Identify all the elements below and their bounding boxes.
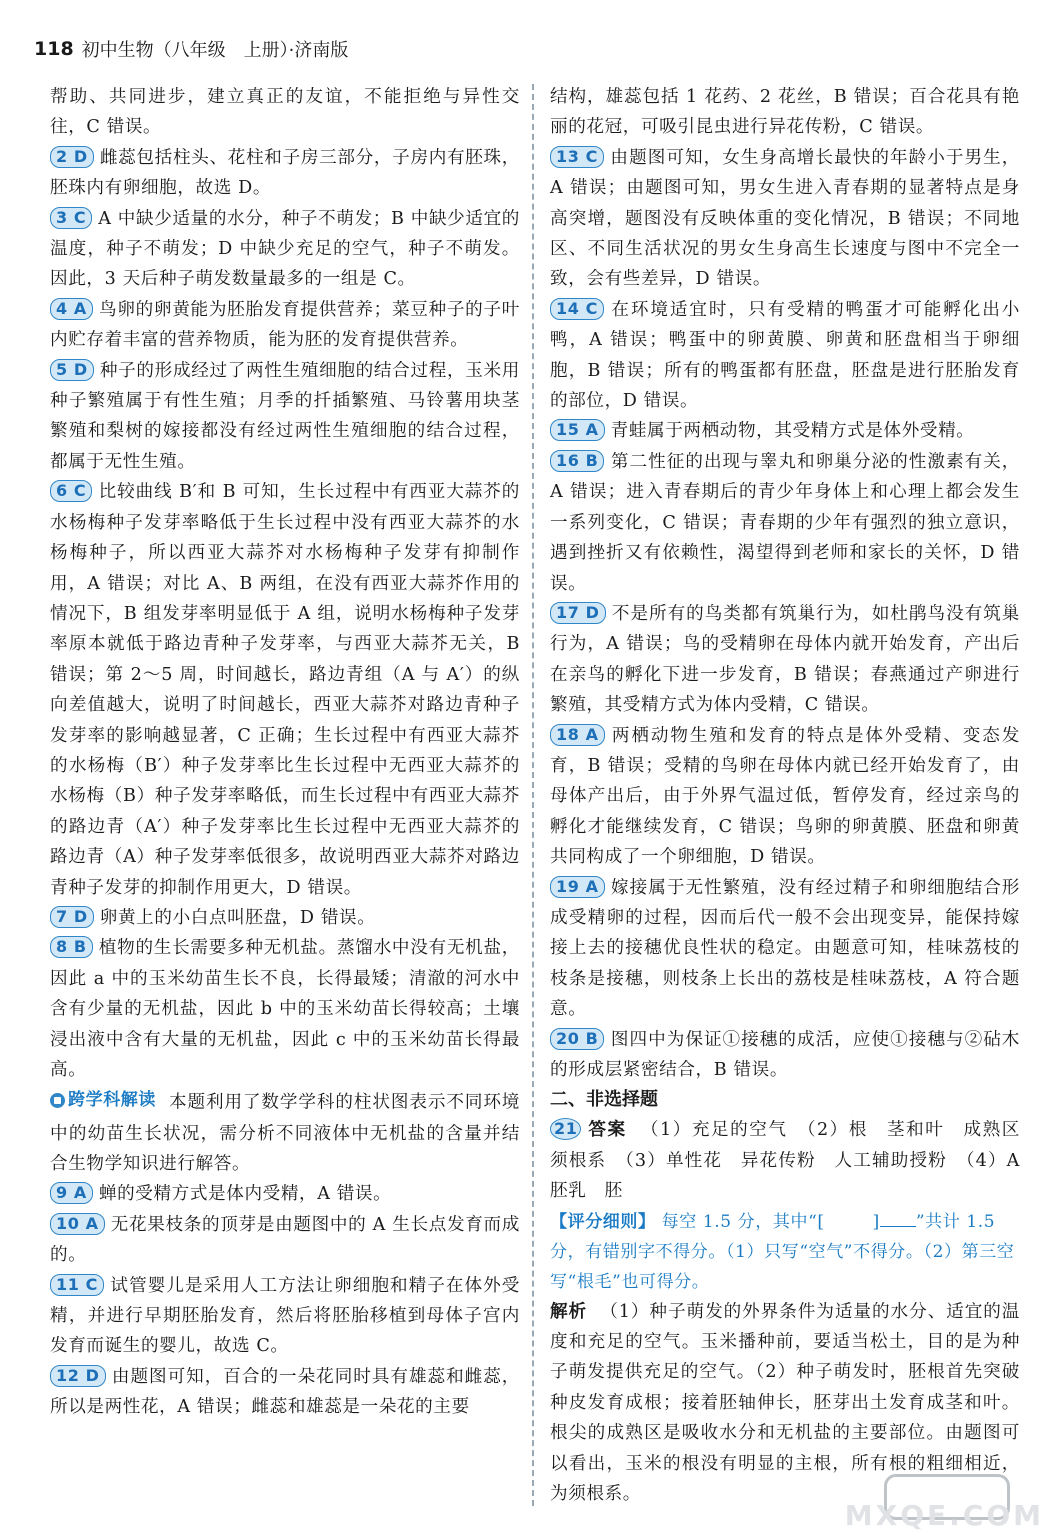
answer-item	[50, 1179, 520, 1209]
left-column	[50, 82, 520, 1423]
answer-badge: 9 A	[50, 1182, 93, 1204]
answer-item	[50, 933, 520, 1085]
answer-badge: 14 C	[550, 298, 604, 320]
right-column	[550, 82, 1039, 1509]
answer-badge: 16 B	[550, 450, 604, 472]
watermark-text: MXQE.COM	[844, 1499, 1044, 1532]
cross-subject-tag	[50, 1085, 156, 1115]
page-number: 118	[34, 38, 74, 60]
answer-item	[550, 143, 1020, 295]
page-header	[34, 34, 348, 64]
answer-badge: 4 A	[50, 298, 93, 320]
right-intro: 结构，雄蕊包括 1 花药、2 花丝，B 错误；百合花具有艳丽的花冠，可吸引昆虫进行异花传粉，C 错误。	[550, 87, 1020, 138]
answer-item	[50, 477, 520, 903]
answer-item	[50, 903, 520, 933]
answer-badge: 3 C	[50, 207, 92, 229]
answer-text: 在环境适宜时，只有受精的鸭蛋才可能孵化出小鸭，A 错误；鸭蛋中的卵黄膜、卵黄和胚盘相当于卵细胞，B 错误；所有的鸭蛋都有胚盘，胚盘是进行胚胎发育的部位，D 错误。	[550, 299, 1020, 412]
answer-text: 卵黄上的小白点叫胚盘，D 错误。	[99, 907, 376, 928]
answer-text: 雌蕊包括柱头、花柱和子房三部分，子房内有胚珠，胚珠内有卵细胞，故选 D。	[50, 147, 520, 199]
answer-item	[550, 416, 1020, 446]
answer-badge: 11 C	[50, 1274, 104, 1296]
answer-item	[50, 1362, 520, 1423]
answer-text: 两栖动物生殖和发育的特点是体外受精、变态发育，B 错误；受精的鸟卵在母体内就已经开始发育了，由母体产出后，由于外界气温过低，暂停发育，经过亲鸟的孵化才能继续发育，C 错误；鸟卵的卵黄膜、胚盘和卵黄共同构成了一个卵细胞，D 错误。	[550, 725, 1020, 868]
answer-text: 第二性征的出现与睾丸和卵巢分泌的性激素有关，A 错误；进入青春期后的青少年身体上和心理上都会发生一系列变化，C 错误；青春期的少年有强烈的独立意识，遇到挫折又有依赖性，渴望得到老师和家长的关怀，D 错误。	[550, 451, 1020, 594]
left-answer-list-2	[50, 1179, 520, 1422]
right-answer-list	[550, 143, 1020, 1086]
bookmark-icon	[50, 1093, 65, 1108]
answer-text: 由题图可知，百合的一朵花同时具有雄蕊和雌蕊，所以是两性花，A 错误；雌蕊和雄蕊是一朵花的主要	[50, 1366, 520, 1418]
question-21	[550, 1115, 1039, 1509]
cross-subject-text: 本题利用了数学学科的柱状图表示不同环境中的幼苗生长状况，需分析不同液体中无机盐的含量并结合生物学知识进行解答。	[50, 1093, 520, 1174]
answer-text: 比较曲线 B′和 B 可知，生长过程中有西亚大蒜芥的水杨梅种子发芽率略低于生长过程中没有西亚大蒜芥的水杨梅种子，所以西亚大蒜芥对水杨梅种子发芽有抑制作用，A 错误；对比 A、B 两组，在没有西亚大蒜芥作用的情况下，B 组发芽率明显低于 A 组，说明水杨梅种子发芽率原本就低于路边青种子发芽率，与西亚大蒜芥无关，B 错误；第 2～5 周，时间越长，路边青组（A 与 A′）的纵向差值越大，说明了时间越长，西亚大蒜芥对路边青种子发芽率的影响越显著，C 正确；生长过程中有西亚大蒜芥的水杨梅（B′）种子发芽率比生长过程中无西亚大蒜芥的水杨梅（B）种子发芽率略低，而生长过程中有西亚大蒜芥的路边青（A′）种子发芽率比生长过程中无西亚大蒜芥的路边青（A）种子发芽率低很多，故说明西亚大蒜芥对路边青种子发芽的抑制作用更大，D 错误。	[50, 482, 520, 898]
answer-item	[550, 1025, 1020, 1086]
answer-item	[550, 447, 1020, 599]
answer-text: 种子的形成经过了两性生殖细胞的结合过程，玉米用种子繁殖属于有性生殖；月季的扦插繁殖、马铃薯用块茎繁殖和梨树的嫁接都没有经过两性生殖细胞的结合过程，都属于无性生殖。	[50, 360, 520, 472]
answer-badge: 18 A	[550, 724, 605, 746]
answer-text: 鸟卵的卵黄能为胚胎发育提供营养；菜豆种子的子叶内贮存着丰富的营养物质，能为胚的发育提供营养。	[50, 299, 520, 351]
answer-badge: 21	[550, 1118, 581, 1140]
answer-item	[50, 356, 520, 478]
answer-item	[50, 1271, 520, 1362]
answer-badge: 12 D	[50, 1365, 106, 1387]
answer-text: 图四中为保证①接穗的成活，应使①接穗与②砧木的形成层紧密结合，B 错误。	[550, 1029, 1020, 1080]
answer-badge: 13 C	[550, 146, 604, 168]
answer-text: 不是所有的鸟类都有筑巢行为，如杜鹃鸟没有筑巢行为，A 错误；鸟的受精卵在母体内就开始发育，产出后在亲鸟的孵化下进一步发育，B 错误；春燕通过产卵进行繁殖，其受精方式为体内受精，C 错误。	[550, 603, 1020, 716]
answer-item	[550, 721, 1020, 873]
answer-item	[50, 295, 520, 356]
left-answer-list	[50, 143, 520, 1086]
answer-badge: 5 D	[50, 359, 94, 381]
book-title: 初中生物（八年级 上册）·济南版	[81, 40, 349, 61]
answer-text: （1）充足的空气 （2）根 茎和叶 成熟区 须根系 （3）单性花 异花传粉 人工辅助授粉 （4）A 胚乳 胚	[550, 1120, 1039, 1202]
answer-text: A 中缺少适量的水分，种子不萌发；B 中缺少适宜的温度，种子不萌发；D 中缺少充足的空气，种子不萌发。因此，3 天后种子萌发数量最多的一组是 C。	[50, 208, 520, 290]
answer-item	[50, 204, 520, 295]
blank-line	[880, 1212, 916, 1227]
answer-badge: 8 B	[50, 936, 93, 958]
answer-item	[550, 295, 1020, 417]
scoring-rubric	[550, 1207, 1020, 1297]
rubric-mid: ]	[872, 1211, 880, 1232]
answer-badge: 6 C	[50, 480, 92, 502]
answer-text: 嫁接属于无性繁殖，没有经过精子和卵细胞结合形成受精卵的过程，因而后代一般不会出现变异，能保持嫁接上去的接穗优良性状的稳定。由题意可知，桂味荔枝的枝条是接穗，则枝条上长出的荔枝是桂味荔枝，A 符合题意。	[550, 877, 1020, 1020]
rubric-pre: 每空 1.5 分，其中“[	[661, 1211, 825, 1232]
answer-badge: 19 A	[550, 876, 605, 898]
answer-badge: 15 A	[550, 419, 605, 441]
cross-subject-label: 跨学科解读	[68, 1090, 156, 1111]
answer-badge: 17 D	[550, 602, 606, 624]
rubric-post: ”共计 1.5 分，有错别字不得分。（1）只写“空气”不得分。（2）第三空写“根毛”也可得分。	[550, 1211, 1015, 1292]
answer-text: 由题图可知，女生身高增长最快的年龄小于男生，A 错误；由题图可知，男女生进入青春期的显著特点是身高突增，题图没有反映体重的变化情况，B 错误；不同地区、不同生活状况的男女生身高生长速度与图中不完全一致，会有些差异，D 错误。	[550, 147, 1020, 290]
answer-item	[50, 1210, 520, 1271]
answer-item	[50, 143, 520, 204]
analysis-label: 解析	[550, 1301, 588, 1322]
column-divider	[532, 84, 534, 1506]
answer-badge: 7 D	[50, 906, 94, 928]
answer-text: 蝉的受精方式是体内受精，A 错误。	[98, 1184, 392, 1205]
answer-item	[550, 873, 1020, 1025]
analysis-text: （1）种子萌发的外界条件为适量的水分、适宜的温度和充足的空气。玉米播种前，要适当松土，目的是为种子萌发提供充足的空气。（2）种子萌发时，胚根首先突破种皮发育成根；接着胚轴伸长，胚芽出土发育成茎和叶。根尖的成熟区是吸收水分和无机盐的主要部位。由题图可以看出，玉米的根没有明显的主根，所有根的粗细相近，为须根系。	[550, 1301, 1020, 1505]
answer-text: 试管婴儿是采用人工方法让卵细胞和精子在体外受精，并进行早期胚胎发育，然后将胚胎移植到母体子宫内发育而诞生的婴儿，故选 C。	[50, 1275, 520, 1357]
answer-text: 无花果枝条的顶芽是由题图中的 A 生长点发育而成的。	[50, 1214, 520, 1266]
section-title: 二、非选择题	[550, 1089, 658, 1111]
left-intro: 帮助、共同进步，建立真正的友谊，不能拒绝与异性交往，C 错误。	[50, 87, 520, 138]
answer-badge: 2 D	[50, 146, 94, 168]
cross-subject-note	[50, 1085, 520, 1179]
q21-answer	[550, 1115, 1039, 1206]
answer-label: 答案	[587, 1120, 627, 1141]
watermark	[834, 1474, 1044, 1532]
rubric-label: 【评分细则】	[550, 1211, 656, 1232]
answer-badge: 10 A	[50, 1213, 105, 1235]
answer-text: 青蛙属于两栖动物，其受精方式是体外受精。	[610, 421, 975, 442]
answer-text: 植物的生长需要多种无机盐。蒸馏水中没有无机盐，因此 a 中的玉米幼苗生长不良，长得最矮；清澈的河水中含有少量的无机盐，因此 b 中的玉米幼苗长得较高；土壤浸出液中含有大量的无机盐，因此 c 中的玉米幼苗长得最高。	[50, 938, 520, 1080]
answer-item	[550, 599, 1020, 721]
answer-badge: 20 B	[550, 1028, 604, 1050]
